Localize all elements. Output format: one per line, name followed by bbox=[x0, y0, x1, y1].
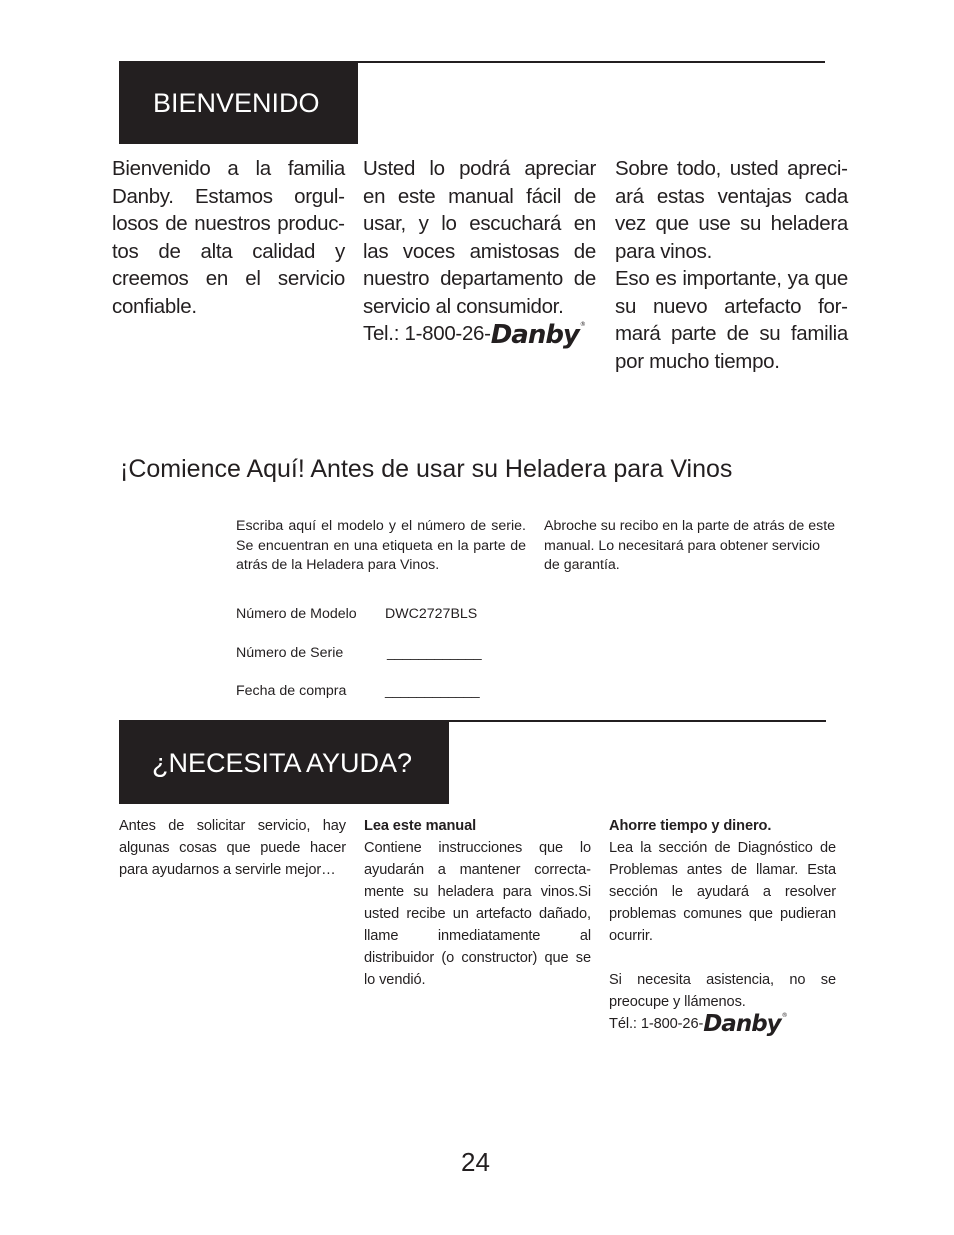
receipt-note: Abroche su recibo en la parte de atrás de este manual. Lo necesitará para obtener servicio de garantía. bbox=[544, 518, 836, 574]
help-col-1 bbox=[119, 815, 346, 881]
welcome-col-1 bbox=[112, 155, 345, 320]
danby-logo: Danby® bbox=[490, 320, 585, 350]
date-field bbox=[236, 684, 536, 698]
help-col-3-title: Ahorre tiempo y dinero. bbox=[609, 818, 772, 834]
welcome-title: BIENVENIDO bbox=[153, 87, 320, 118]
help-col-1-text: Antes de solicitar servicio, hay algunas cosas que puede hacer para ayudarnos a servirle mejor… bbox=[119, 818, 346, 878]
model-field bbox=[236, 607, 536, 621]
model-note: Escriba aquí el modelo y el número de serie. Se encuentran en una etiqueta en la parte de atrás de la Heladera para Vinos. bbox=[236, 518, 526, 574]
welcome-col-2 bbox=[363, 155, 596, 348]
help-col-3 bbox=[609, 815, 836, 1036]
help-title: ¿NECESITA AYUDA? bbox=[152, 747, 413, 778]
welcome-col-2-text: Usted lo podrá apreciar en este manual fácil de usar, y lo escuchará en las voces amistosas de nuestro departamento de servicio al consumidor. bbox=[363, 157, 596, 318]
help-col-3-text-1: Lea la sección de Diagnóstico de Problemas antes de llamar. Esta sección le ayudará a resolver problemas comunes que pudieran ocurrir. bbox=[609, 840, 836, 944]
help-col-3-text-2: Si necesita asistencia, no se preocupe y llámenos. bbox=[609, 972, 836, 1010]
help-col-2-title: Lea este manual bbox=[364, 818, 477, 834]
serial-label: Número de Serie bbox=[236, 645, 344, 661]
serial-value: ____________ bbox=[387, 645, 482, 661]
welcome-col-3-text-2: Eso es importante, ya que su nuevo artefacto formará parte de su familia por mucho tiempo. bbox=[615, 267, 848, 373]
serial-field bbox=[236, 646, 536, 660]
help-col-2 bbox=[364, 815, 591, 991]
welcome-banner bbox=[119, 62, 358, 144]
model-value: DWC2727BLS bbox=[385, 606, 478, 622]
danby-logo-2: Danby® bbox=[703, 1011, 787, 1037]
welcome-col-3-text-1: Sobre todo, usted apreciará estas ventajas cada vez que use su heladera para vinos. bbox=[615, 157, 848, 263]
help-phone: Tél.: 1-800-26- bbox=[609, 1016, 704, 1032]
date-value: ____________ bbox=[385, 683, 480, 699]
welcome-col-3 bbox=[615, 155, 848, 375]
date-label: Fecha de compra bbox=[236, 683, 347, 699]
help-col-2-text: Contiene instrucciones que lo ayudarán a mantener correctamente su heladera para vinos.Si usted recibe un artefacto dañado, llame inmediatamente al distribuidor (o constructor) que se lo vendió. bbox=[364, 840, 591, 988]
welcome-col-1-text: Bienvenido a la familia Danby. Estamos orgullosos de nuestros productos de alta calidad y creemos en el servicio confiable. bbox=[112, 157, 345, 318]
page-number: 24 bbox=[461, 1147, 490, 1177]
start-heading: ¡Comience Aquí! Antes de usar su Heladera para Vinos bbox=[120, 455, 733, 483]
model-label: Número de Modelo bbox=[236, 606, 357, 622]
help-banner bbox=[119, 722, 449, 804]
welcome-phone: Tel.: 1-800-26- bbox=[363, 322, 491, 345]
